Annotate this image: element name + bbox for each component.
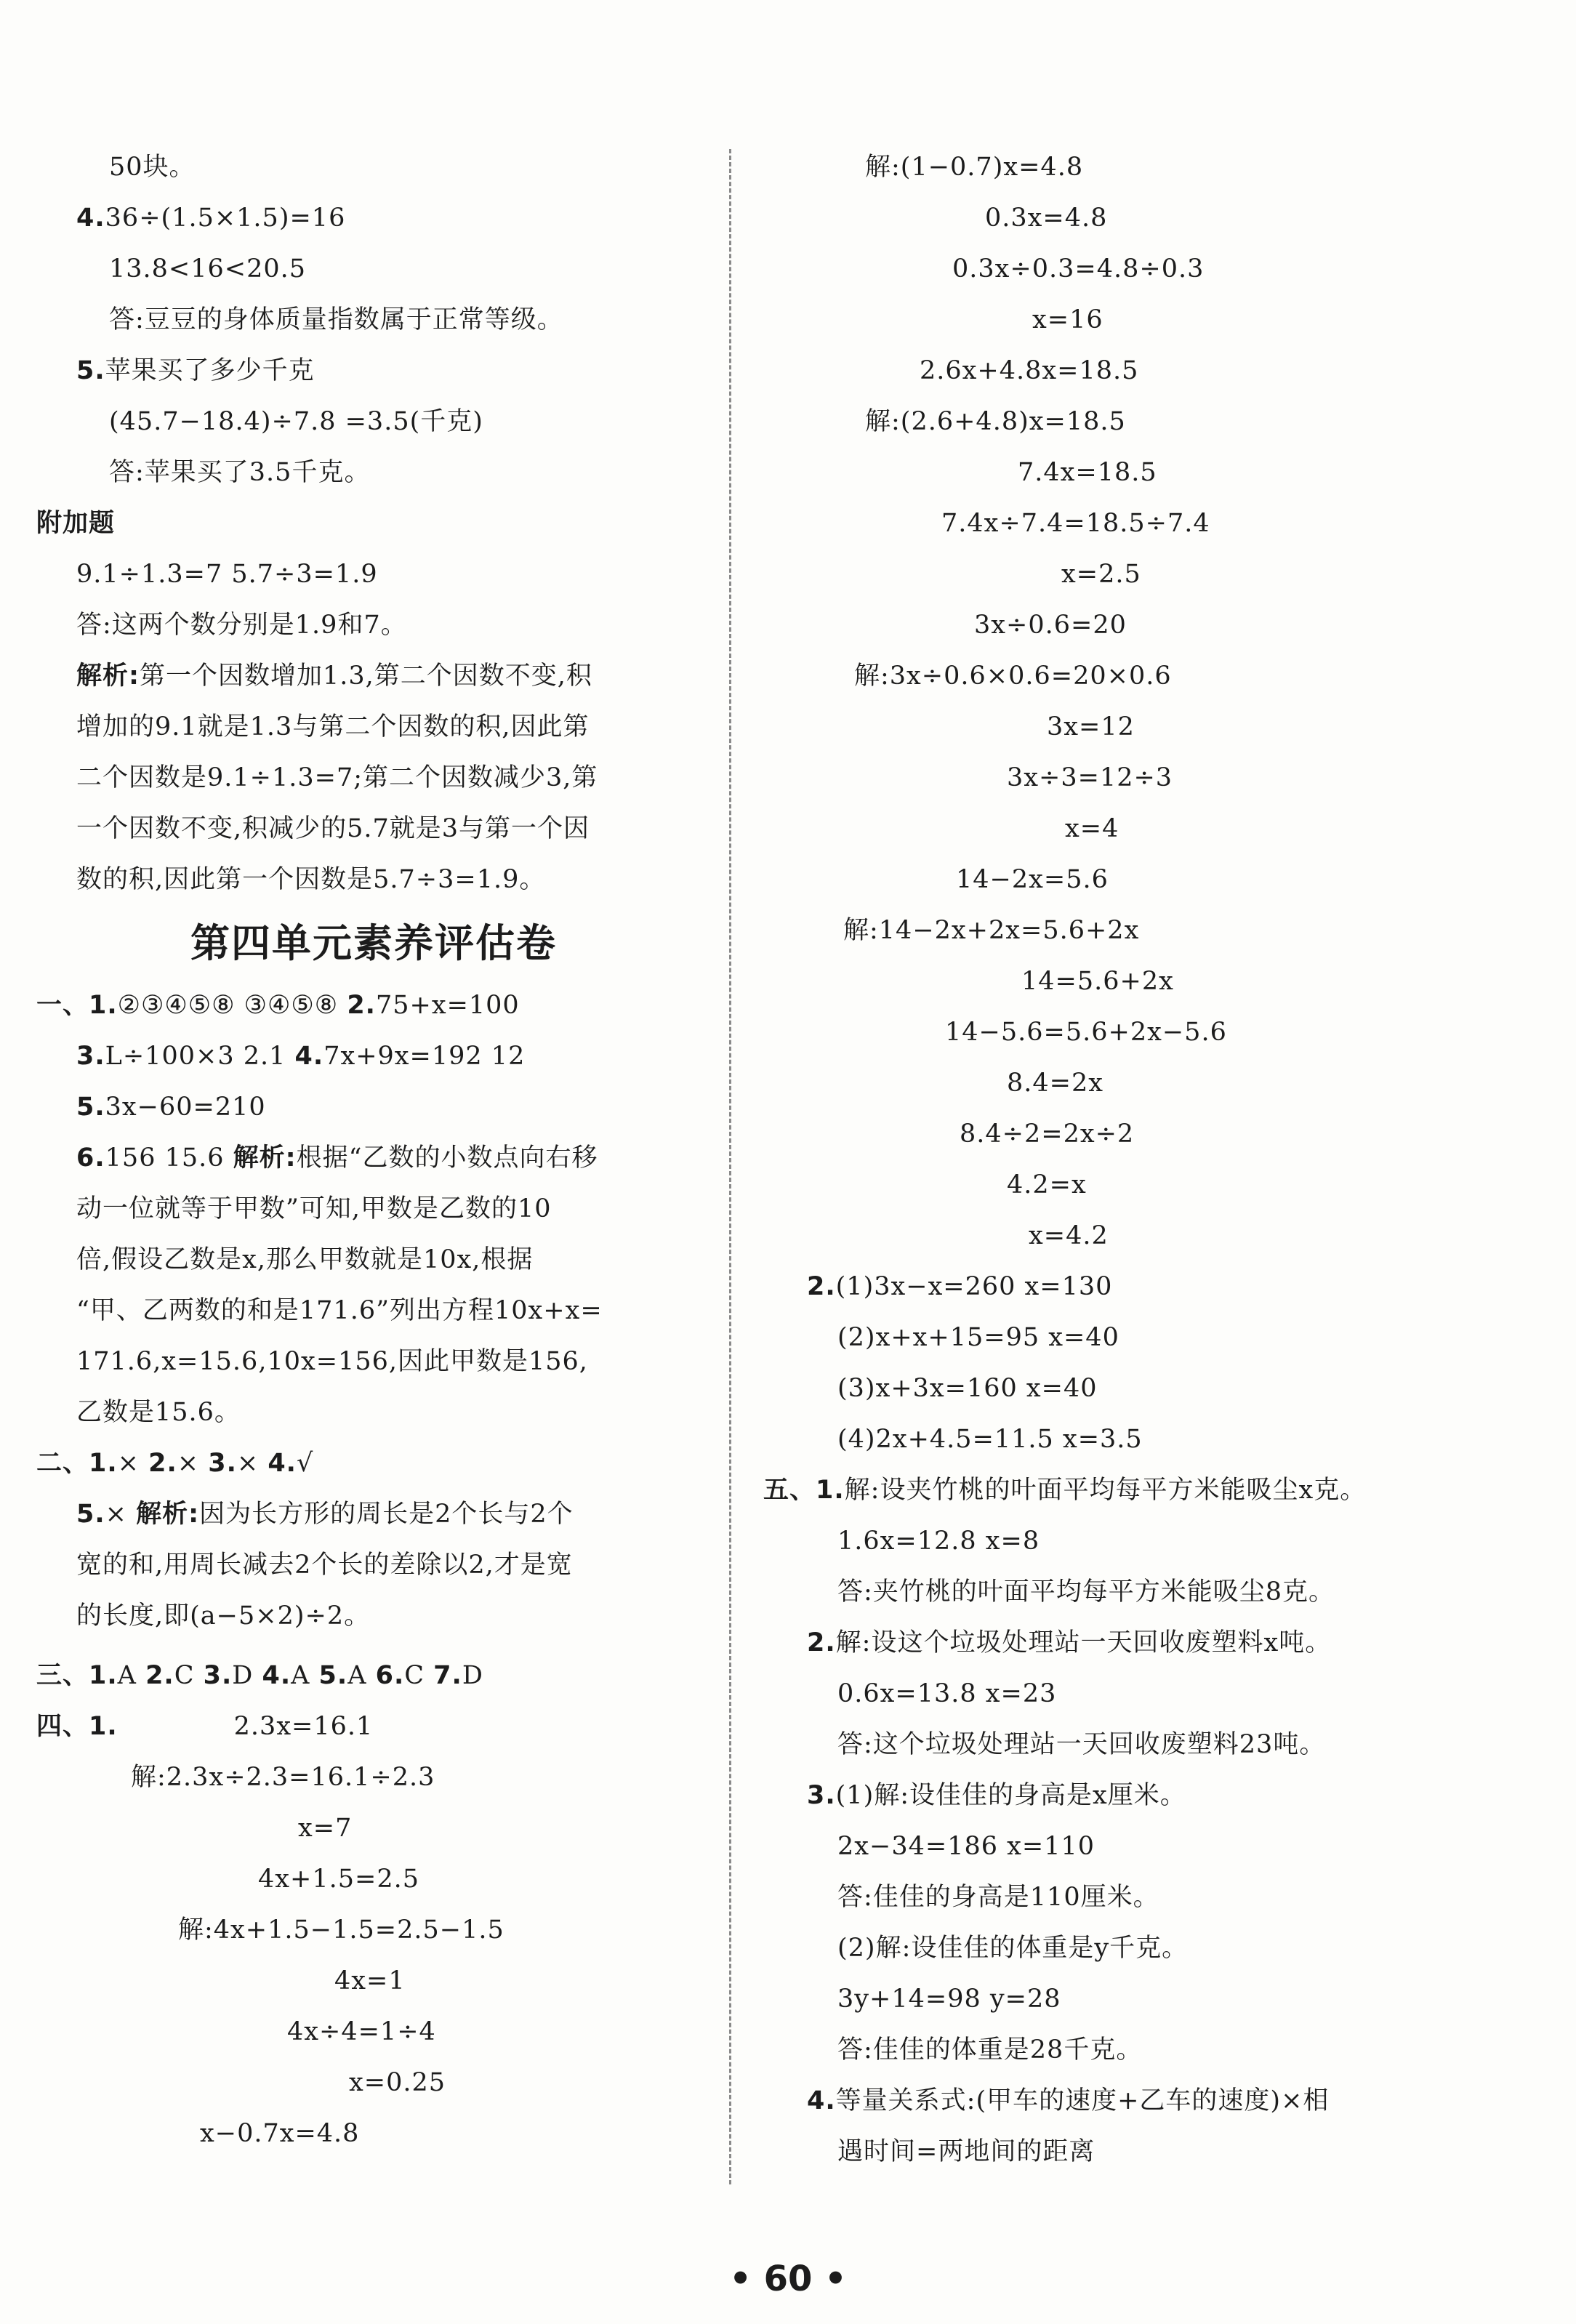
question-3 <box>807 1777 1186 1814</box>
line-text: L÷100×3 2.1 <box>105 1042 295 1071</box>
text-line <box>334 1963 406 1999</box>
line-text: 解:(1−0.7)x=4.8 <box>865 153 1084 182</box>
line-text: 宽的和,用周长减去2个长的差除以2,才是宽 <box>76 1551 573 1580</box>
line-text: 根据“乙数的小数点向右移 <box>296 1143 598 1173</box>
heading-text: 附加题 <box>36 509 116 538</box>
line-text: 答:佳佳的体重是28千克。 <box>837 2035 1143 2064</box>
line-text: A <box>347 1661 376 1690</box>
line-text: (4)2x+4.5=11.5 x=3.5 <box>837 1425 1143 1454</box>
line-text: 解:4x+1.5−1.5=2.5−1.5 <box>178 1915 504 1945</box>
question-number: 4. <box>294 1042 324 1071</box>
text-line <box>837 1828 1095 1865</box>
line-text: 解:14−2x+2x=5.6+2x <box>843 916 1140 945</box>
line-text: 13.8<16<20.5 <box>109 254 307 284</box>
line-text: 3x−60=210 <box>105 1093 266 1122</box>
text-line <box>837 1421 1143 1457</box>
answer-line <box>109 454 370 491</box>
line-text: 7.4x÷7.4=18.5÷7.4 <box>941 509 1210 538</box>
text-line <box>974 607 1127 643</box>
line-text: 2x−34=186 x=110 <box>837 1832 1095 1861</box>
line-text: 动一位就等于甲数”可知,甲数是乙数的10 <box>76 1194 552 1223</box>
question-number: 6. <box>76 1143 105 1173</box>
line-text: x=2.5 <box>1061 560 1141 589</box>
text-line <box>258 1861 419 1897</box>
line-text: (1)解:设佳佳的身高是x厘米。 <box>835 1781 1186 1810</box>
text-line <box>76 861 545 898</box>
analysis-line <box>76 658 592 694</box>
line-text: 解:设夹竹桃的叶面平均每平方米能吸尘x克。 <box>844 1476 1367 1505</box>
text-line <box>837 1523 1040 1559</box>
text-line <box>76 1242 533 1278</box>
line-text: D <box>232 1661 262 1690</box>
text-line <box>837 1370 1098 1407</box>
line-text: 0.6x=13.8 x=23 <box>837 1679 1057 1708</box>
text-line <box>1032 302 1103 338</box>
text-line <box>76 1496 574 1532</box>
text-line <box>76 1598 370 1634</box>
line-text: 一个因数不变,积减少的5.7就是3与第一个因 <box>76 814 590 843</box>
text-line <box>76 556 378 592</box>
question-number: 4. <box>268 1449 297 1478</box>
question-number: 二、1. <box>36 1449 118 1478</box>
column-divider <box>729 149 731 2184</box>
line-text: 14−5.6=5.6+2x−5.6 <box>945 1018 1227 1047</box>
question-5 <box>76 353 315 389</box>
line-text: x=4.2 <box>1029 1221 1109 1250</box>
line-text: 9.1÷1.3=7 5.7÷3=1.9 <box>76 560 378 589</box>
text-line <box>76 760 598 796</box>
text-line <box>76 1038 525 1074</box>
question-number: 7. <box>433 1661 462 1690</box>
line-text: 3x÷3=12÷3 <box>1007 763 1173 792</box>
question-number: 3. <box>76 1042 105 1071</box>
line-text: 7.4x=18.5 <box>1018 458 1157 487</box>
question-number: 2. <box>145 1661 174 1690</box>
text-line <box>109 403 483 440</box>
answer-line <box>109 302 563 338</box>
line-text: 14=5.6+2x <box>1021 967 1174 996</box>
text-line <box>843 912 1139 949</box>
question-4 <box>807 2083 1329 2119</box>
line-text: 解:(2.6+4.8)x=18.5 <box>865 407 1126 436</box>
question-number: 5. <box>76 1093 105 1122</box>
text-line <box>200 2115 359 2152</box>
line-text: 倍,假设乙数是x,那么甲数就是10x,根据 <box>76 1245 534 1274</box>
line-text: (3)x+3x=160 x=40 <box>837 1374 1098 1403</box>
line-text: 解:设这个垃圾处理站一天回收废塑料x吨。 <box>835 1628 1332 1657</box>
question-number: 5. <box>76 1500 105 1529</box>
question-number: 4. <box>262 1661 292 1690</box>
line-text: 的长度,即(a−5×2)÷2。 <box>76 1601 371 1631</box>
text-line <box>178 1912 504 1948</box>
question-number: 5. <box>318 1661 348 1690</box>
line-text: (1)3x−x=260 x=130 <box>835 1272 1113 1301</box>
question-number: 2. <box>807 1628 836 1657</box>
text-line <box>287 2014 436 2050</box>
line-text: 2.3x=16.1 <box>233 1712 374 1741</box>
line-text: 乙数是15.6。 <box>76 1398 241 1427</box>
text-line <box>945 1014 1227 1050</box>
line-text: 解:2.3x÷2.3=16.1÷2.3 <box>131 1763 435 1792</box>
text-line <box>298 1810 352 1846</box>
page-number: • 60 • <box>729 2259 847 2299</box>
question-number: 3. <box>203 1661 233 1690</box>
line-text: 4.2=x <box>1007 1170 1087 1199</box>
text-line <box>985 200 1107 236</box>
line-text: 答:豆豆的身体质量指数属于正常等级。 <box>109 305 563 334</box>
line-text: 数的积,因此第一个因数是5.7÷3=1.9。 <box>76 865 546 894</box>
line-text: √ <box>296 1449 314 1478</box>
line-text: 4x=1 <box>334 1966 406 1995</box>
text-line <box>1007 1065 1103 1101</box>
line-text: 二个因数是9.1÷1.3=7;第二个因数减少3,第 <box>76 763 598 792</box>
line-text: 14−2x=5.6 <box>956 865 1109 894</box>
text-line <box>76 1343 588 1380</box>
text-line <box>854 658 1172 694</box>
analysis-label: 解析: <box>76 662 140 691</box>
line-text: 75+x=100 <box>375 991 520 1020</box>
question-number: 4. <box>76 204 105 233</box>
text-line <box>956 861 1109 898</box>
line-text: C <box>174 1661 204 1690</box>
section-4-line <box>36 1708 373 1745</box>
line-text: ②③④⑤⑧ ③④⑤⑧ <box>117 991 347 1020</box>
bonus-heading <box>36 505 115 542</box>
line-text: 解:3x÷0.6×0.6=20×0.6 <box>854 662 1172 691</box>
line-text: 苹果买了多少千克 <box>105 356 315 385</box>
line-text: 3x=12 <box>1047 712 1135 741</box>
answer-line <box>837 1574 1335 1610</box>
line-text: 171.6,x=15.6,10x=156,因此甲数是156, <box>76 1347 588 1376</box>
text-line <box>349 2064 446 2101</box>
text-line <box>1047 709 1135 745</box>
question-number: 3. <box>807 1781 836 1810</box>
line-text: 答:佳佳的身高是110厘米。 <box>837 1883 1159 1912</box>
line-text: x=0.25 <box>349 2068 446 2097</box>
question-2 <box>807 1268 1112 1305</box>
text-line <box>960 1116 1134 1152</box>
text-line <box>1065 811 1119 847</box>
text-line <box>1021 963 1174 1000</box>
question-number: 五、1. <box>763 1476 845 1505</box>
question-number: 4. <box>807 2086 836 2115</box>
line-text: D <box>462 1661 483 1690</box>
answer-line <box>837 1879 1159 1915</box>
question-number: 2. <box>807 1272 836 1301</box>
line-text: 4x÷4=1÷4 <box>287 2017 436 2046</box>
text-line <box>941 505 1210 542</box>
question-number: 3. <box>208 1449 237 1478</box>
text-line <box>837 1319 1119 1356</box>
text-line <box>76 1089 266 1125</box>
line-text: × <box>105 1500 137 1529</box>
line-text: (2)x+x+15=95 x=40 <box>837 1323 1119 1352</box>
line-text: x=16 <box>1032 305 1103 334</box>
text-line <box>1029 1218 1109 1254</box>
question-4 <box>76 200 345 236</box>
line-text: 0.3x÷0.3=4.8÷0.3 <box>952 254 1205 284</box>
question-2 <box>807 1625 1331 1661</box>
section-2-line <box>36 1445 313 1481</box>
answer-line <box>837 1726 1325 1763</box>
line-text: 8.4÷2=2x÷2 <box>960 1119 1135 1149</box>
question-number: 三、1. <box>36 1661 118 1690</box>
text-line <box>1018 454 1157 491</box>
line-text: 第一个因数增加1.3,第二个因数不变,积 <box>140 662 592 691</box>
analysis-label: 解析: <box>136 1500 200 1529</box>
answer-line <box>76 607 407 643</box>
text-line <box>865 403 1126 440</box>
text-line <box>1061 556 1141 592</box>
text-line <box>76 1140 598 1176</box>
text-line <box>837 1981 1061 2017</box>
text-line <box>76 1292 603 1329</box>
text-line <box>109 149 196 185</box>
line-text: 3y+14=98 y=28 <box>837 1985 1061 2014</box>
line-text: 因为长方形的周长是2个长与2个 <box>199 1500 574 1529</box>
text-line <box>76 1191 552 1227</box>
line-text: C <box>404 1661 434 1690</box>
line-text: 36÷(1.5×1.5)=16 <box>105 204 346 233</box>
line-text: 等量关系式:(甲车的速度+乙车的速度)×相 <box>835 2086 1330 2115</box>
line-text: x=4 <box>1065 814 1119 843</box>
line-text: 遇时间=两地间的距离 <box>837 2137 1095 2166</box>
line-text: x=7 <box>298 1814 353 1843</box>
text-line <box>952 251 1204 287</box>
section-3-line <box>36 1657 483 1694</box>
text-line <box>76 1394 241 1431</box>
question-number: 一、1. <box>36 991 118 1020</box>
question-number: 5. <box>76 356 105 385</box>
line-text: 7x+9x=192 12 <box>323 1042 526 1071</box>
line-text: “甲、乙两数的和是171.6”列出方程10x+x= <box>76 1296 603 1325</box>
line-text: (45.7−18.4)÷7.8 =3.5(千克) <box>109 407 483 436</box>
analysis-label: 解析: <box>233 1143 297 1173</box>
text-line <box>76 1547 573 1583</box>
section-title: 第四单元素养评估卷 <box>190 920 557 966</box>
line-text: × <box>236 1449 268 1478</box>
line-text: 答:苹果买了3.5千克。 <box>109 458 371 487</box>
line-text: 答:夹竹桃的叶面平均每平方米能吸尘8克。 <box>837 1577 1335 1607</box>
text-line <box>837 2134 1095 2170</box>
line-text: 增加的9.1就是1.3与第二个因数的积,因此第 <box>76 712 590 741</box>
text-line <box>1007 760 1173 796</box>
text-line <box>865 149 1083 185</box>
question-number: 四、1. <box>36 1712 118 1741</box>
text-line <box>920 353 1138 389</box>
text-line <box>76 811 590 847</box>
text-line <box>837 1930 1188 1966</box>
line-text: A <box>117 1661 146 1690</box>
question-number: 2. <box>347 991 376 1020</box>
text-line <box>837 1676 1056 1712</box>
answer-line <box>837 2032 1142 2068</box>
line-text: 0.3x=4.8 <box>985 204 1108 233</box>
line-text: 1.6x=12.8 x=8 <box>837 1527 1040 1556</box>
text-line <box>1007 1167 1087 1203</box>
line-text: 50块。 <box>109 153 196 182</box>
line-text: (2)解:设佳佳的体重是y千克。 <box>837 1934 1189 1963</box>
question-number: 2. <box>148 1449 177 1478</box>
line-text: 答:这两个数分别是1.9和7。 <box>76 611 407 640</box>
text-line <box>109 251 306 287</box>
line-text: 156 15.6 <box>105 1143 233 1173</box>
line-text: 2.6x+4.8x=18.5 <box>920 356 1139 385</box>
line-text: 4x+1.5=2.5 <box>258 1865 419 1894</box>
section-5-line <box>763 1472 1366 1508</box>
line-text: 3x÷0.6=20 <box>974 611 1127 640</box>
section-1-line <box>36 987 520 1024</box>
line-text: × <box>117 1449 149 1478</box>
line-text: 8.4=2x <box>1007 1069 1103 1098</box>
text-line <box>131 1759 435 1796</box>
question-number: 6. <box>375 1661 405 1690</box>
line-text: A <box>291 1661 319 1690</box>
text-line <box>76 709 589 745</box>
line-text: x−0.7x=4.8 <box>200 2119 360 2148</box>
line-text: 答:这个垃圾处理站一天回收废塑料23吨。 <box>837 1730 1326 1759</box>
line-text: × <box>177 1449 209 1478</box>
